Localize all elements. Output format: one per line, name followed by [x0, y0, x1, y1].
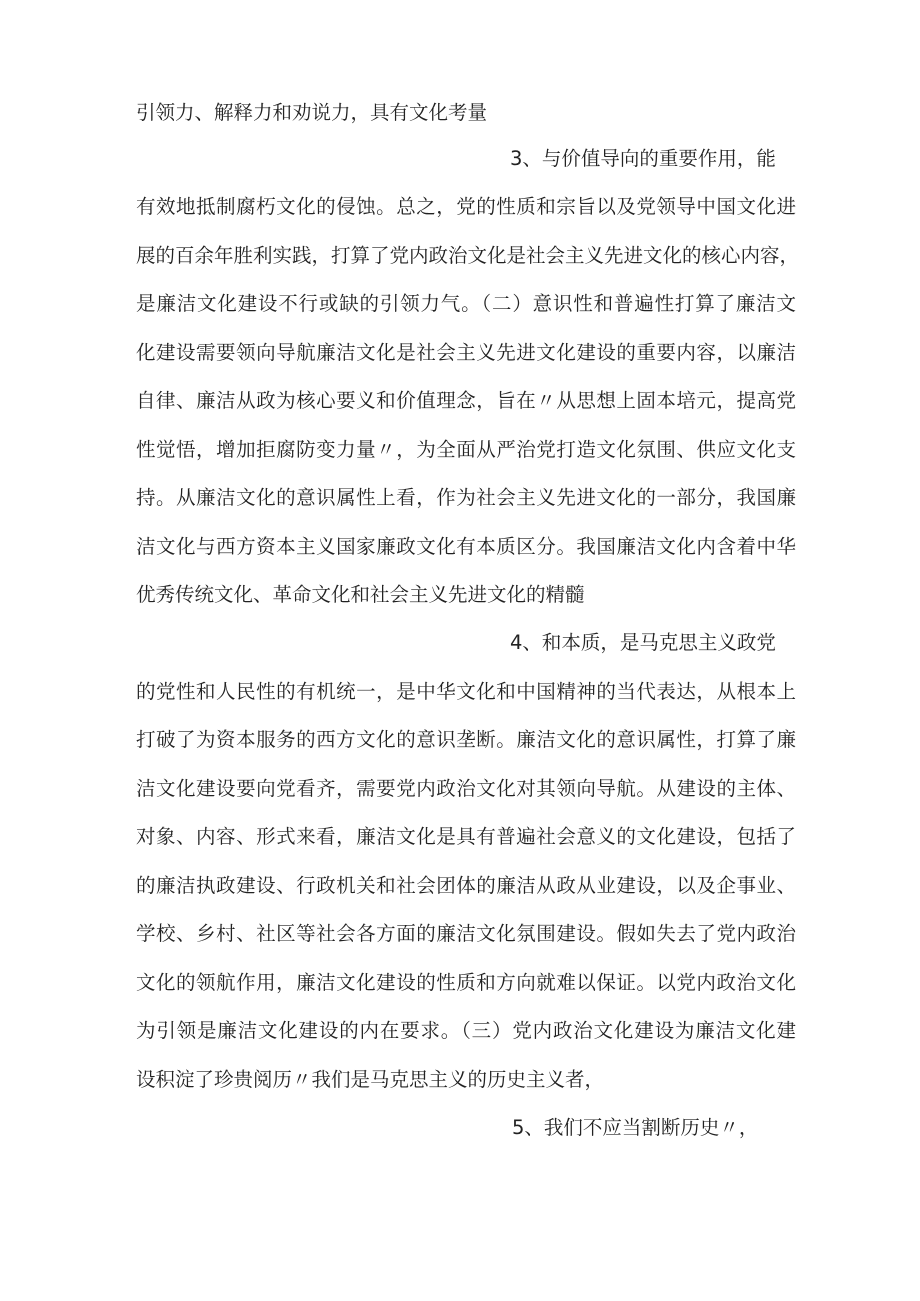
section-heading-3: 3、与价值导向的重要作用，能 [510, 147, 776, 170]
section-heading-4: 4、和本质，是马克思主义政党 [510, 631, 776, 654]
text-line: 设积淀了珍贵阅历〃我们是马克思主义的历史主义者， [136, 1068, 605, 1091]
section-heading-5: 5、我们不应当割断历史〃， [512, 1116, 759, 1139]
text-line: 为引领是廉洁文化建设的内在要求。（三）党内政治文化建设为廉洁文化建 [136, 1019, 796, 1042]
text-line: 展的百余年胜利实践，打算了党内政治文化是社会主义先进文化的核心内容， [136, 244, 800, 267]
text-line: 自律、廉洁从政为核心要义和价值理念，旨在〃从思想上固本培元，提高党 [136, 389, 796, 412]
text-line: 化建设需要领向导航廉洁文化是社会主义先进文化建设的重要内容，以廉洁 [136, 341, 796, 364]
text-line: 优秀传统文化、革命文化和社会主义先进文化的精髓 [136, 583, 585, 606]
text-line: 性觉悟，增加拒腐防变力量〃，为全面从严治党打造文化氛围、供应文化支 [136, 438, 796, 461]
text-line: 文化的领航作用，廉洁文化建设的性质和方向就难以保证。以党内政治文化 [136, 971, 796, 994]
text-line: 是廉洁文化建设不行或缺的引领力气。（二）意识性和普遍性打算了廉洁文 [136, 292, 796, 315]
text-line: 对象、内容、形式来看，廉洁文化是具有普遍社会意义的文化建设，包括了 [136, 825, 796, 848]
text-line: 洁文化与西方资本主义国家廉政文化有本质区分。我国廉洁文化内含着中华 [136, 535, 796, 558]
text-line: 的党性和人民性的有机统一，是中华文化和中国精神的当代表达，从根本上 [136, 680, 796, 703]
text-line: 有效地抵制腐朽文化的侵蚀。总之，党的性质和宗旨以及党领导中国文化进 [136, 195, 796, 218]
text-line: 持。从廉洁文化的意识属性上看，作为社会主义先进文化的一部分，我国廉 [136, 486, 796, 509]
text-line: 洁文化建设要向党看齐，需要党内政治文化对其领向导航。从建设的主体、 [136, 777, 796, 800]
text-line: 引领力、解释力和劝说力，具有文化考量 [136, 101, 488, 124]
text-line: 的廉洁执政建设、行政机关和社会团体的廉洁从政从业建设，以及企事业、 [136, 874, 796, 897]
text-line: 打破了为资本服务的西方文化的意识垄断。廉洁文化的意识属性，打算了廉 [136, 728, 796, 751]
text-line: 学校、乡村、社区等社会各方面的廉洁文化氛围建设。假如失去了党内政治 [136, 922, 796, 945]
